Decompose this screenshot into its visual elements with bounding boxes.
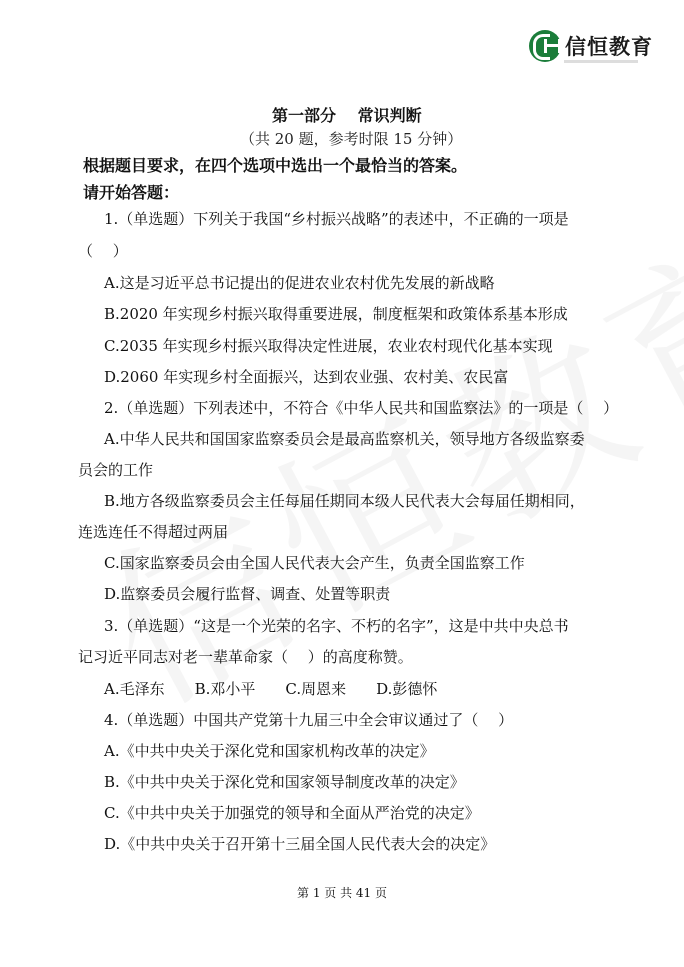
question-4-stem: 4.（单选题）中国共产党第十九届三中全会审议通过了（ ）	[104, 711, 514, 729]
brand-logo	[529, 29, 653, 63]
question-4-option-a: A.《中共中央关于深化党和国家机构改革的决定》	[104, 742, 435, 760]
question-1-option-a: A.这是习近平总书记提出的促进农业农村优先发展的新战略	[104, 274, 495, 292]
question-1-option-b: B.2020 年实现乡村振兴取得重要进展，制度框架和政策体系基本形成	[104, 305, 568, 323]
question-2-option-b: B.地方各级监察委员会主任每届任期同本级人民代表大会每届任期相同，	[104, 492, 585, 510]
logo-underline	[564, 60, 638, 63]
question-2-stem: 2.（单选题）下列表述中，不符合《中华人民共和国监察法》的一项是（ ）	[104, 399, 619, 417]
question-1-option-c: C.2035 年实现乡村振兴取得决定性进展，农业农村现代化基本实现	[104, 337, 553, 355]
instruction: 根据题目要求，在四个选项中选出一个最恰当的答案。	[83, 156, 468, 175]
question-4-option-b: B.《中共中央关于深化党和国家领导制度改革的决定》	[104, 773, 465, 791]
question-2-option-b-cont: 连选连任不得超过两届	[78, 523, 229, 541]
question-2-option-c: C.国家监察委员会由全国人民代表大会产生，负责全国监察工作	[104, 554, 525, 572]
question-2-option-a-cont: 员会的工作	[78, 461, 154, 479]
question-3-stem-cont: 记习近平同志对老一辈革命家（ ）的高度称赞。	[78, 648, 413, 666]
question-2-option-d: D.监察委员会履行监督、调查、处置等职责	[104, 585, 391, 603]
logo-icon	[529, 30, 561, 62]
question-1-option-d: D.2060 年实现乡村全面振兴，达到农业强、农村美、农民富	[104, 368, 509, 386]
section-title: 第一部分 常识判断	[272, 106, 422, 125]
question-1-stem: 1.（单选题）下列关于我国“乡村振兴战略”的表述中，不正确的一项是	[104, 210, 569, 228]
brand-name: 信恒教育	[565, 35, 653, 59]
question-4-option-c: C.《中共中央关于加强党的领导和全面从严治党的决定》	[104, 804, 480, 822]
start-prompt: 请开始答题：	[83, 183, 180, 202]
section-subtitle: （共 20 题，参考时限 15 分钟）	[240, 130, 463, 148]
question-2-option-a: A.中华人民共和国国家监察委员会是最高监察机关，领导地方各级监察委	[104, 430, 585, 448]
question-3-stem: 3.（单选题）“这是一个光荣的名字、不朽的名字”，这是中共中央总书	[104, 617, 569, 635]
question-4-option-d: D.《中共中央关于召开第十三届全国人民代表大会的决定》	[104, 835, 496, 853]
question-3-options: A.毛泽东 B.邓小平 C.周恩来 D.彭德怀	[104, 680, 438, 698]
page-footer: 第 1 页 共 41 页	[297, 886, 387, 900]
question-1-blank: （ ）	[78, 242, 128, 260]
